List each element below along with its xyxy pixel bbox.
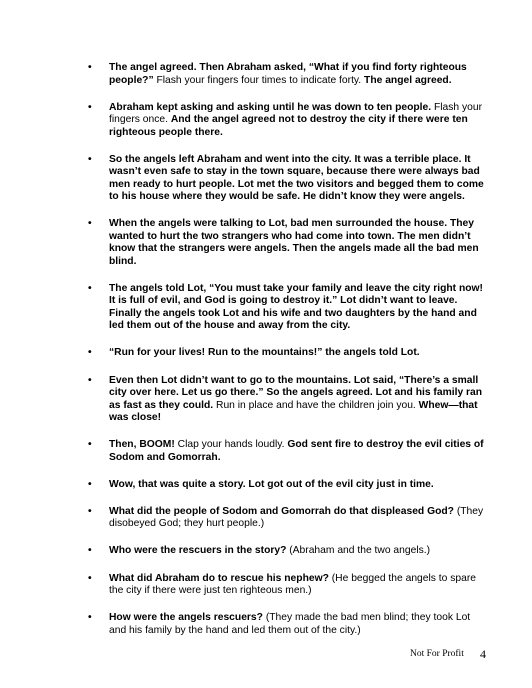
bold-text: What did the people of Sodom and Gomorrah do that displeased God? (109, 505, 457, 517)
bold-text: So the angels left Abraham and went into the city. It was a terrible place. It wasn’t even safe to stay in the town square, because there were always bad men ready to hurt people. Lot met the two visitors and begged them to come to his house where they would be safe. He didn’t know they were angels. (109, 153, 484, 203)
bold-text: And the angel agreed not to destroy the city if there were ten righteous people there. (109, 114, 468, 138)
instruction-text: Clap your hands loudly. (177, 439, 288, 451)
bold-text: The angel agreed. (364, 74, 452, 86)
list-item (88, 439, 484, 464)
list-item (88, 479, 484, 492)
instruction-text: (They disobeyed God; they hurt people.) (109, 505, 484, 530)
bullet-icon: • (88, 347, 92, 359)
bold-text: Whew—that was close! (109, 399, 478, 424)
list-item (88, 283, 484, 333)
bold-text: What did Abraham do to rescue his nephew? (109, 572, 332, 584)
bold-text: Wow, that was quite a story. Lot got out of the evil city just in time. (109, 478, 434, 490)
list-item (88, 102, 484, 140)
bullet-icon: • (88, 374, 92, 386)
list-item (88, 545, 484, 558)
bold-text: How were the angels rescuers? (109, 612, 266, 624)
bullet-icon: • (88, 62, 92, 73)
bullet-icon: • (88, 478, 92, 490)
bullet-icon: • (88, 572, 92, 584)
instruction-text: Flash your fingers once. (109, 101, 483, 126)
bold-text: Abraham kept asking and asking until he was down to ten people. (109, 101, 434, 113)
list-item (88, 218, 484, 268)
page-number: 4 (480, 647, 486, 661)
bold-text: “Run for your lives! Run to the mountains!” the angels told Lot. (109, 347, 420, 359)
bold-text: Even then Lot didn’t want to go to the mountains. Lot said, “There’s a small city over here. Let us go there.” So the angels agreed. Lot and his family ran as fast as they could. (109, 374, 483, 411)
list-item (88, 573, 484, 598)
bullet-icon: • (88, 218, 92, 230)
bullet-list (88, 62, 484, 652)
bullet-icon: • (88, 282, 92, 294)
bold-text: The angel agreed. Then Abraham asked, “What if you find forty righteous people?” (109, 62, 467, 86)
bold-text: When the angels were talking to Lot, bad men surrounded the house. They wanted to hurt the two strangers who had come into town. The men didn’t know that the strangers were angels. Then the angels made all the bad men blind. (109, 218, 479, 267)
list-item (88, 375, 484, 425)
bold-text: God sent fire to destroy the evil cities of Sodom and Gomorrah. (109, 439, 484, 463)
bullet-icon: • (88, 505, 92, 517)
list-item (88, 506, 484, 531)
bold-text: Then, BOOM! (109, 439, 178, 451)
bold-text: The angels told Lot, “You must take your family and leave the city right now! It is full of evil, and God is going to destroy it.” Lot didn’t want to leave. Finally the angels took Lot and his wife and two daughters by the hand and led them out of the house and away from the city. (109, 282, 483, 332)
instruction-text: (They made the bad men blind; they took Lot and his family by the hand and led them out of the city.) (109, 612, 471, 636)
list-item (88, 347, 484, 360)
bold-text: Who were the rescuers in the story? (109, 545, 290, 557)
instruction-text: Run in place and have the children join you. (216, 399, 419, 411)
instruction-text: (Abraham and the two angels.) (289, 545, 431, 557)
instruction-text: Flash your fingers four times to indicate forty. (156, 74, 365, 86)
bullet-icon: • (88, 545, 92, 557)
list-item (88, 62, 484, 87)
footer-label: Not For Profit (410, 649, 464, 659)
bullet-icon: • (88, 153, 92, 165)
bullet-icon: • (88, 612, 92, 624)
bullet-icon: • (88, 439, 92, 451)
instruction-text: (He begged the angels to spare the city if there were just ten righteous men.) (109, 572, 477, 597)
bullet-icon: • (88, 101, 92, 113)
list-item (88, 612, 484, 637)
list-item (88, 154, 484, 204)
